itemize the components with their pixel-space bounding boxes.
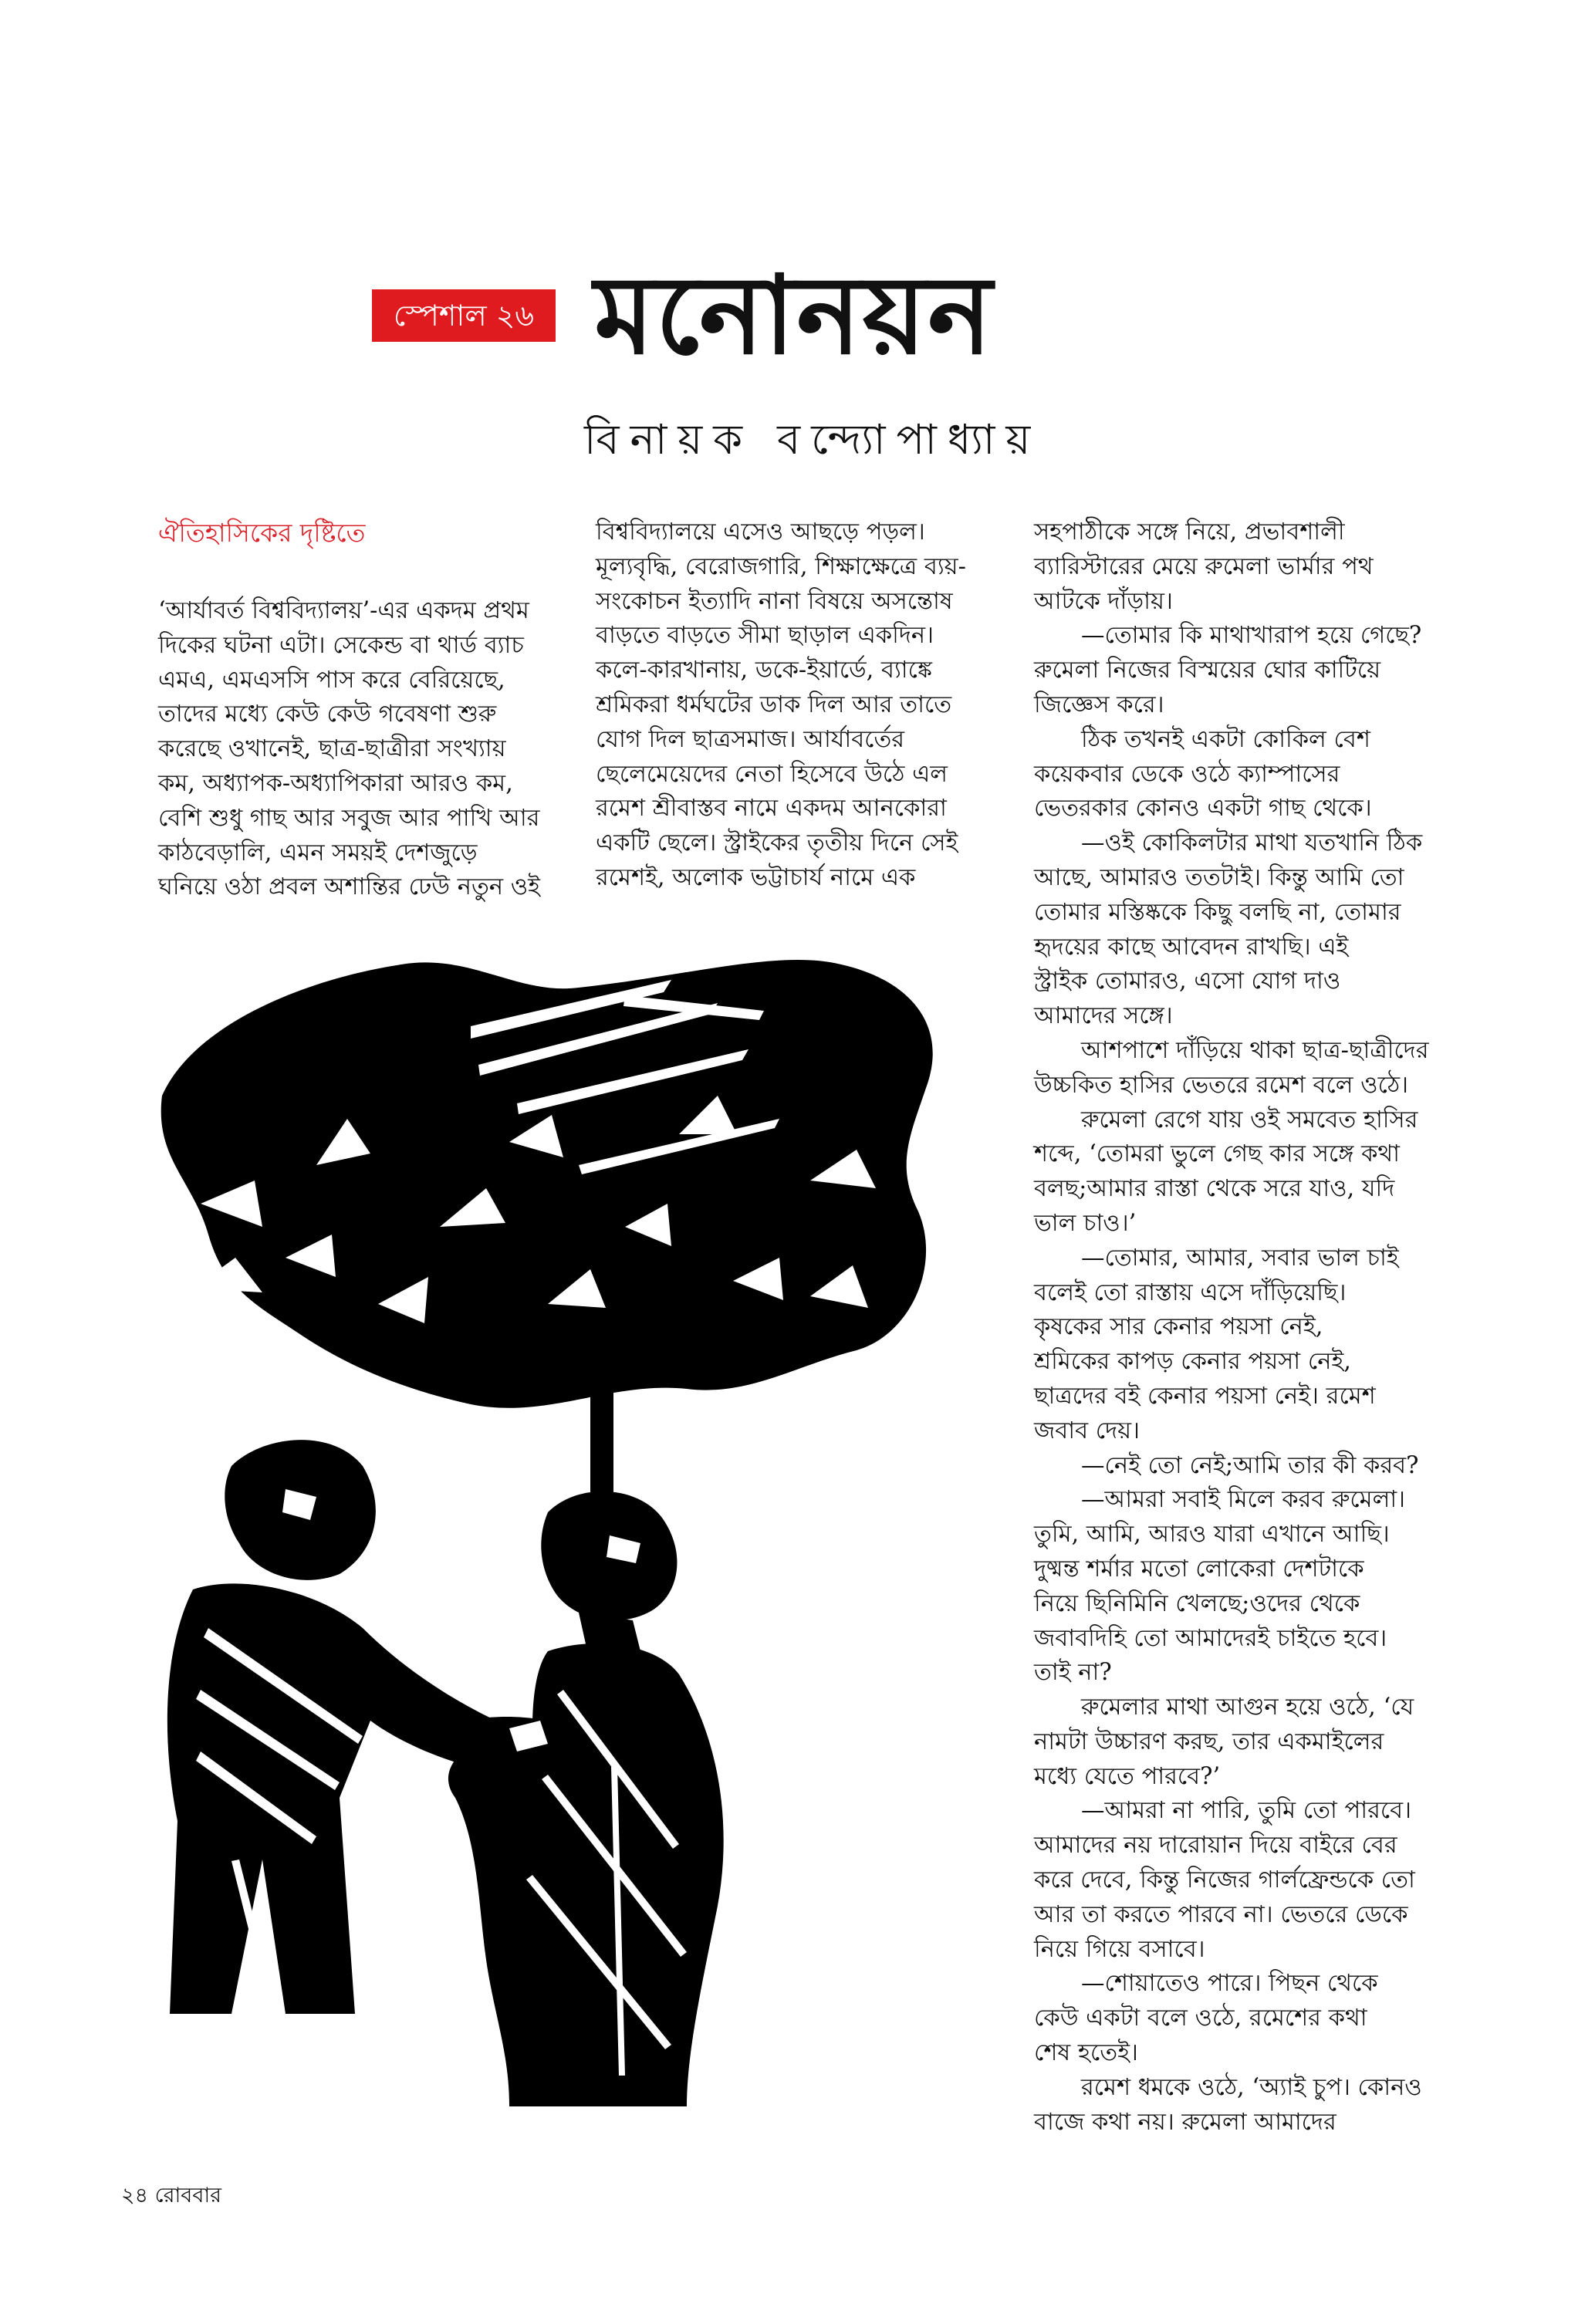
- text-line: তোমার মস্তিষ্ককে কিছু বলছি না, তোমার: [1034, 898, 1401, 926]
- text-line: শব্দে, ‘তোমরা ভুলে গেছ কার সঙ্গে কথা: [1034, 1140, 1401, 1168]
- text-line: কয়েকবার ডেকে ওঠে ক্যাম্পাসের: [1034, 760, 1340, 788]
- text-line: —নেই তো নেই;আমি তার কী করব?: [1034, 1451, 1419, 1479]
- text-line: আর তা করতে পারবে না। ভেতরে ডেকে: [1034, 1900, 1408, 1928]
- text-line: রমেশই, অলোক ভট্টাচার্য নামে এক: [596, 863, 916, 891]
- text-column-2: [596, 515, 982, 896]
- section-subhead: ঐতিহাসিকের দৃষ্টিতে: [158, 518, 366, 548]
- text-line: ব্যারিস্টারের মেয়ে রুমেলা ভার্মার পথ: [1034, 552, 1374, 580]
- text-line: স্ট্রাইক তোমারও, এসো যোগ দাও: [1034, 968, 1341, 995]
- text-line: কাঠবেড়ালি, এমন সময়ই দেশজুড়ে: [158, 839, 478, 866]
- tree-canopy: [161, 960, 933, 1408]
- text-line: ভাল চাও।’: [1034, 1209, 1137, 1237]
- text-line: করেছে ওখানেই, ছাত্র-ছাত্রীরা সংখ্যায়: [158, 735, 506, 763]
- text-line: জিজ্ঞেস করে।: [1034, 691, 1164, 718]
- text-line: সহপাঠীকে সঙ্গে নিয়ে, প্রভাবশালী: [1034, 519, 1345, 546]
- text-line: কৃষকের সার কেনার পয়সা নেই,: [1034, 1313, 1323, 1341]
- text-line: নামটা উচ্চারণ করছ, তার একমাইলের: [1034, 1728, 1384, 1755]
- text-line: —আমরা সবাই মিলে করব রুমেলা।: [1034, 1486, 1406, 1514]
- text-line: দুষ্মন্ত শর্মার মতো লোকেরা দেশটাকে: [1034, 1555, 1364, 1583]
- text-line: মধ্যে যেতে পারবে?’: [1034, 1762, 1221, 1790]
- text-line: একটি ছেলে। স্ট্রাইকের তৃতীয় দিনে সেই: [596, 829, 958, 857]
- text-line: তাদের মধ্যে কেউ কেউ গবেষণা শুরু: [158, 701, 497, 728]
- text-line: শ্রমিকরা ধর্মঘটের ডাক দিল আর তাতে: [596, 691, 952, 718]
- text-line: হৃদয়ের কাছে আবেদন রাখছি। এই: [1034, 933, 1349, 961]
- text-line: ‘আর্যাবর্ত বিশ্ববিদ্যালয়’-এর একদম প্রথম: [158, 597, 529, 624]
- text-line: বেশি শুধু গাছ আর সবুজ আর পাখি আর: [158, 804, 540, 832]
- text-line: ভেতরকার কোনও একটা গাছ থেকে।: [1034, 795, 1372, 823]
- text-line: তুমি, আমি, আরও যারা এখানে আছি।: [1034, 1521, 1390, 1549]
- figure-right: [448, 1491, 724, 2106]
- text-line: আমাদের সঙ্গে।: [1034, 1002, 1173, 1030]
- woodcut-illustration: [147, 934, 980, 2130]
- text-line: উচ্চকিত হাসির ভেতরে রমেশ বলে ওঠে।: [1034, 1071, 1409, 1099]
- text-line: রমেশ ধমকে ওঠে, ‘অ্যাই চুপ। কোনও: [1034, 2073, 1422, 2101]
- text-line: মূল্যবৃদ্ধি, বেরোজগারি, শিক্ষাক্ষেত্রে ব্যয়-: [596, 552, 966, 580]
- text-line: —শোয়াতেও পারে। পিছন থেকে: [1034, 1970, 1378, 1998]
- text-line: জবাব দেয়।: [1034, 1417, 1140, 1444]
- text-line: আটকে দাঁড়ায়।: [1034, 587, 1173, 615]
- text-line: যোগ দিল ছাত্রসমাজ। আর্যাবর্তের: [596, 725, 905, 753]
- text-line: বলেই তো রাস্তায় এসে দাঁড়িয়েছি।: [1034, 1279, 1347, 1306]
- text-line: বাড়তে বাড়তে সীমা ছাড়াল একদিন।: [596, 622, 934, 650]
- text-column-1: [158, 594, 544, 905]
- text-line: বিশ্ববিদ্যালয়ে এসেও আছড়ে পড়ল।: [596, 519, 925, 546]
- text-line: কলে-কারখানায়, ডকে-ইয়ার্ডে, ব্যাঙ্কে: [596, 657, 932, 684]
- text-line: এমএ, এমএসসি পাস করে বেরিয়েছে,: [158, 666, 505, 694]
- text-line: ছাত্রদের বই কেনার পয়সা নেই। রমেশ: [1034, 1382, 1376, 1410]
- text-line: নিয়ে গিয়ে বসাবে।: [1034, 1935, 1205, 1963]
- text-line: —আমরা না পারি, তুমি তো পারবে।: [1034, 1797, 1412, 1825]
- text-line: —তোমার, আমার, সবার ভাল চাই: [1034, 1244, 1399, 1272]
- text-line: রুমেলার মাথা আগুন হয়ে ওঠে, ‘যে: [1034, 1694, 1414, 1721]
- text-line: বাজে কথা নয়। রুমেলা আমাদের: [1034, 2108, 1336, 2136]
- text-line: দিকের ঘটনা এটা। সেকেন্ড বা থার্ড ব্যাচ: [158, 631, 524, 659]
- text-line: রুমেলা নিজের বিস্ময়ের ঘোর কাটিয়ে: [1034, 657, 1381, 684]
- text-line: কম, অধ্যাপক-অধ্যাপিকারা আরও কম,: [158, 769, 513, 797]
- section-badge: স্পেশাল ২৬: [372, 289, 556, 342]
- text-line: আমাদের নয় দারোয়ান দিয়ে বাইরে বের: [1034, 1832, 1397, 1860]
- text-line: শেষ হতেই।: [1034, 2039, 1138, 2067]
- text-line: শ্রমিকের কাপড় কেনার পয়সা নেই,: [1034, 1348, 1351, 1376]
- text-line: ঠিক তখনই একটা কোকিল বেশ: [1034, 725, 1370, 753]
- text-line: জবাবদিহি তো আমাদেরই চাইতে হবে।: [1034, 1624, 1387, 1652]
- text-line: তাই না?: [1034, 1659, 1112, 1687]
- text-line: রমেশ শ্রীবাস্তব নামে একদম আনকোরা: [596, 795, 947, 823]
- author-byline: বিনায়ক বন্দ্যোপাধ্যায়: [584, 415, 1042, 464]
- text-line: কেউ একটা বলে ওঠে, রমেশের কথা: [1034, 2005, 1367, 2032]
- text-line: করে দেবে, কিন্তু নিজের গার্লফ্রেন্ডকে তো: [1034, 1866, 1415, 1894]
- text-line: —ওই কোকিলটার মাথা যতখানি ঠিক: [1034, 829, 1423, 857]
- text-line: বলছ;আমার রাস্তা থেকে সরে যাও, যদি: [1034, 1175, 1395, 1203]
- text-line: —তোমার কি মাথাখারাপ হয়ে গেছে?: [1034, 622, 1422, 650]
- story-title: মনোনয়ন: [594, 253, 994, 379]
- text-line: আছে, আমারও ততটাই। কিন্তু আমি তো: [1034, 863, 1404, 891]
- text-line: রুমেলা রেগে যায় ওই সমবেত হাসির: [1034, 1106, 1418, 1133]
- text-line: নিয়ে ছিনিমিনি খেলছে;ওদের থেকে: [1034, 1589, 1360, 1617]
- text-line: ছেলেমেয়েদের নেতা হিসেবে উঠে এল: [596, 760, 948, 788]
- text-line: আশপাশে দাঁড়িয়ে থাকা ছাত্র-ছাত্রীদের: [1034, 1036, 1429, 1064]
- page-folio: ২৪ রোববার: [121, 2184, 222, 2207]
- text-column-3: [1034, 515, 1482, 2140]
- text-line: সংকোচন ইত্যাদি নানা বিষয়ে অসন্তোষ: [596, 587, 953, 615]
- text-line: ঘনিয়ে ওঠা প্রবল অশান্তির ঢেউ নতুন ওই: [158, 873, 541, 901]
